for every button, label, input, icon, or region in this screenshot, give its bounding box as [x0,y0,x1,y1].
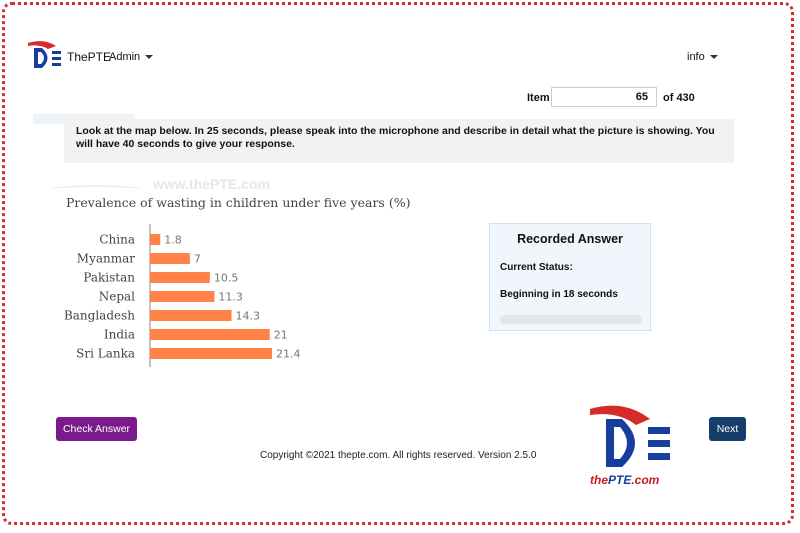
thepte-logo-icon [26,40,66,72]
caret-down-icon [145,55,153,59]
value-label: 21 [273,328,288,342]
bar [150,253,190,264]
logo-pte: PTE [608,473,632,487]
value-label: 21.4 [276,347,301,361]
watermark-text: www.thePTE.com [153,176,270,192]
bar [150,329,270,340]
recorded-answer-panel [489,223,651,331]
logo-com: .com [631,473,660,487]
item-number-input[interactable]: 65 [551,87,657,107]
category-label: Nepal [98,289,135,304]
copyright-text: Copyright ©2021 thepte.com. All rights reserved. Version 2.5.0 [260,450,537,461]
chart-title: Prevalence of wasting in children under five years (%) [66,195,411,210]
category-label: China [99,232,135,247]
brand-name[interactable]: ThePTE [67,50,112,64]
next-button[interactable]: Next [709,417,746,441]
thepte-large-logo-icon [588,405,674,473]
bar-chart [60,222,320,367]
watermark-swoosh [50,185,142,195]
item-total: of 430 [663,92,695,104]
recorder-status-label: Current Status: [500,262,573,273]
value-label: 1.8 [164,233,182,247]
value-label: 10.5 [213,271,239,285]
recorder-countdown: Beginning in 18 seconds [500,289,618,300]
info-menu-label: info [687,51,705,63]
bar [150,234,160,245]
value-label: 7 [193,252,201,266]
check-answer-button[interactable]: Check Answer [56,417,137,441]
value-label: 11.3 [218,290,243,304]
item-label: Item [527,92,550,104]
category-label: India [103,327,135,342]
value-label: 14.3 [235,309,261,323]
recorder-progress-bar [500,315,642,324]
large-logo-wordmark [590,473,659,487]
category-label: Myanmar [76,251,135,266]
recorder-title: Recorded Answer [517,232,623,246]
category-label: Bangladesh [63,308,135,323]
category-label: Sri Lanka [76,346,135,361]
logo-the: the [590,473,608,487]
bar [150,348,272,359]
bar [150,291,214,302]
caret-down-icon [710,55,718,59]
bar [150,310,232,321]
bar [150,272,210,283]
info-menu[interactable] [687,51,718,63]
admin-menu-label: Admin [109,51,141,63]
question-prompt: Look at the map below. In 25 seconds, please speak into the microphone and describe in detail what the picture is showing. You will have 40 seconds to give your response. [64,119,734,163]
category-label: Pakistan [83,270,135,285]
admin-menu[interactable] [109,51,153,63]
